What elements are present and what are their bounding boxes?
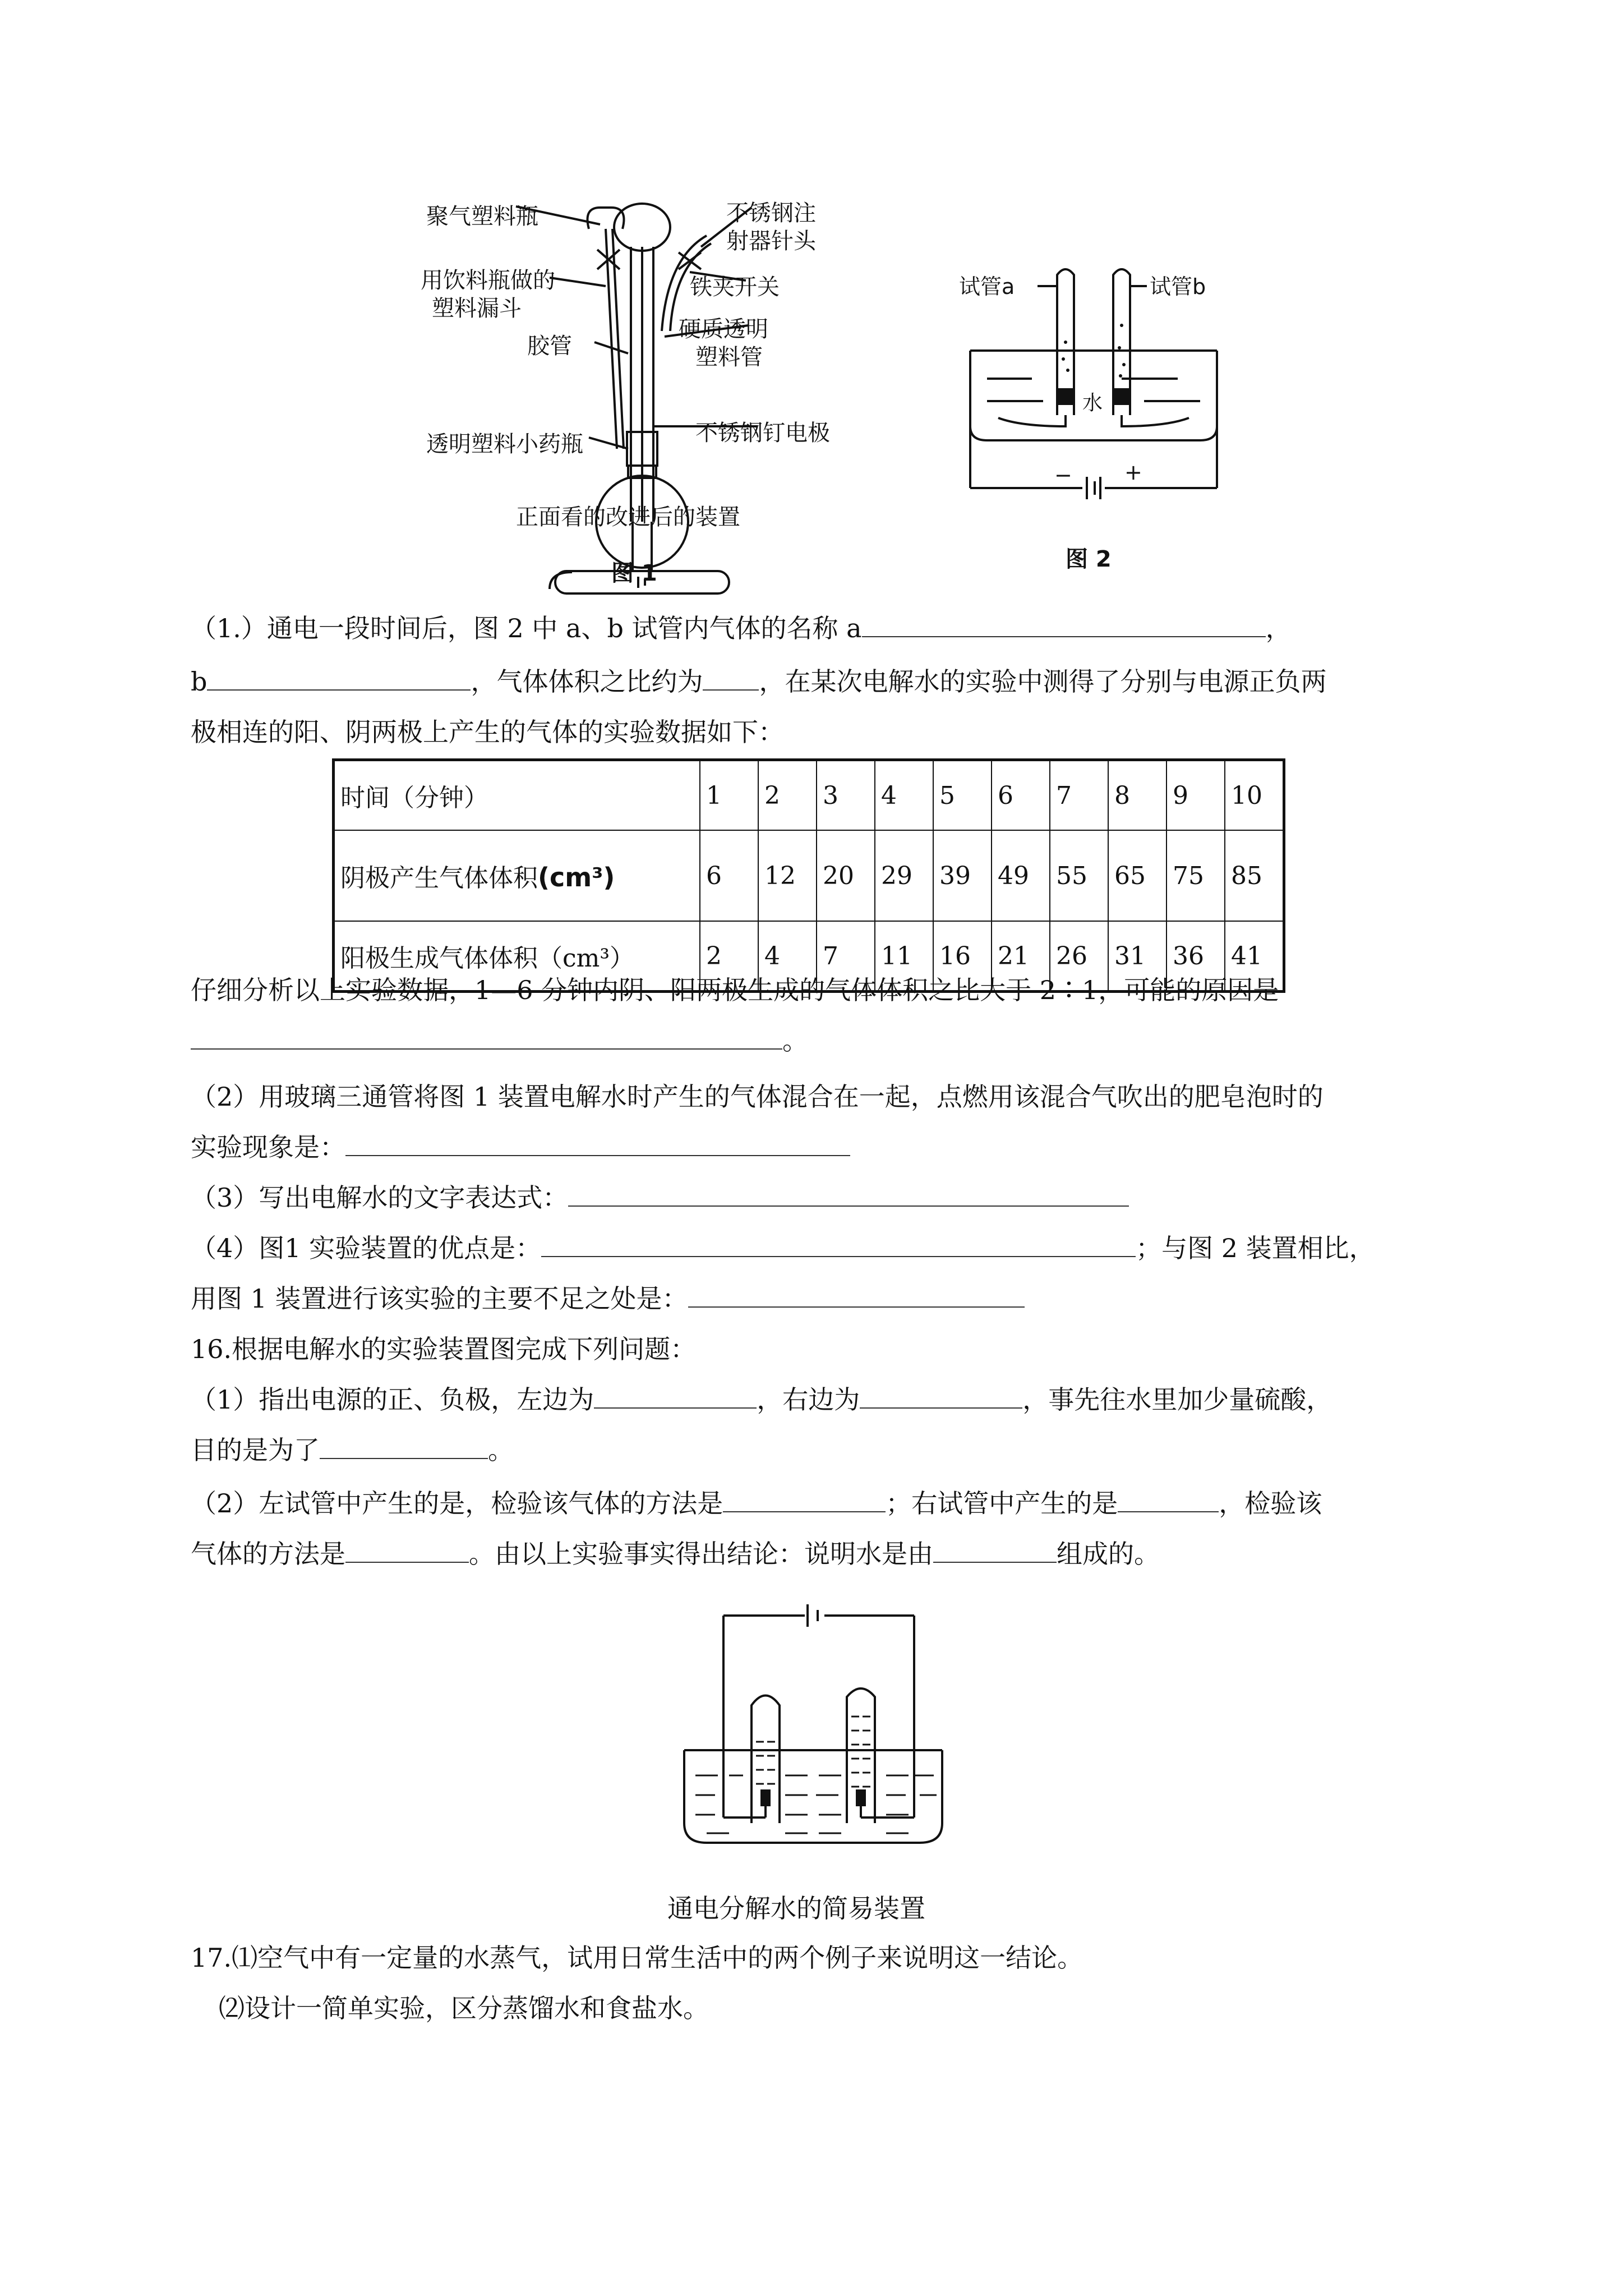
answer-blank-right-pole[interactable] xyxy=(860,1383,1022,1409)
label-funnel-2: 塑料漏斗 xyxy=(432,296,522,321)
label-needle-1: 不锈钢注 xyxy=(726,200,816,226)
q15-part2-line2: 实验现象是： xyxy=(191,1130,850,1164)
answer-blank-gas-a[interactable] xyxy=(862,611,1266,637)
answer-blank-shortcoming[interactable] xyxy=(688,1282,1025,1308)
answer-blank-volume-ratio[interactable] xyxy=(703,665,759,691)
q16-part1-line1: （1）指出电源的正、负极，左边为 ，右边为 ，事先往水里加少量硫酸， xyxy=(191,1383,1332,1416)
figure-3-caption: 通电分解水的简易装置 xyxy=(667,1893,925,1924)
table-header-time: 时间（分钟） xyxy=(334,760,700,831)
answer-blank-word-equation[interactable] xyxy=(568,1181,1129,1207)
answer-blank-left-test[interactable] xyxy=(723,1487,886,1512)
q15-part1-line3: 极相连的阳、阴两极上产生的气体的实验数据如下： xyxy=(191,717,784,747)
label-funnel-1: 用饮料瓶做的 xyxy=(421,268,555,293)
label-water: 水 xyxy=(1082,392,1103,415)
table-row: 时间（分钟） 1 2 3 4 5 6 7 8 9 10 xyxy=(334,760,1284,831)
q16-part2-line1: （2）左试管中产生的是，检验该气体的方法是 ；右试管中产生的是 ，检验该 xyxy=(191,1487,1322,1520)
q17-line2: ⑵设计一简单实验，区分蒸馏水和食盐水。 xyxy=(219,1993,709,2023)
q15-part4-line2: 用图 1 装置进行该实验的主要不足之处是： xyxy=(191,1282,1025,1315)
table-header-cathode: 阴极产生气体体积(cm³) xyxy=(334,830,700,921)
answer-blank-composition[interactable] xyxy=(933,1537,1057,1563)
figure-2-labels xyxy=(953,258,1245,505)
q15-part1-line1: （1.）通电一段时间后，图 2 中 a、b 试管内气体的名称 a ， xyxy=(191,611,1292,645)
figure-1-labels xyxy=(415,185,864,595)
figure-2-caption: 图 2 xyxy=(1066,546,1112,572)
label-needle-2: 射器针头 xyxy=(726,228,816,254)
label-minus: − xyxy=(1054,463,1072,487)
q15-analysis-line2: 。 xyxy=(191,1024,808,1057)
q16-title: 16.根据电解水的实验装置图完成下列问题： xyxy=(191,1334,697,1364)
label-electrode: 不锈钢钉电极 xyxy=(695,420,830,446)
figure-1-caption: 图 1 xyxy=(611,560,657,586)
q16-part1-line2: 目的是为了 。 xyxy=(191,1433,514,1467)
label-clamp: 铁夹开关 xyxy=(690,274,780,300)
label-tube-2: 塑料管 xyxy=(695,344,763,370)
label-bottle: 聚气塑料瓶 xyxy=(426,204,538,229)
figure-3-simple-electrolysis xyxy=(673,1593,953,1862)
electrolysis-data-table xyxy=(332,758,1285,993)
label-tube-1: 硬质透明 xyxy=(679,316,768,342)
table-row: 阳极生成气体体积（cm³） 2 4 7 11 16 21 26 31 36 41 xyxy=(334,921,1284,992)
answer-blank-right-test[interactable] xyxy=(345,1537,469,1563)
label-front-view: 正面看的改进后的装置 xyxy=(516,504,740,530)
label-hose: 胶管 xyxy=(527,333,572,359)
label-plus: + xyxy=(1124,460,1142,485)
q17-line1: 17.⑴空气中有一定量的水蒸气，试用日常生活中的两个例子来说明这一结论。 xyxy=(191,1943,1083,1973)
answer-blank-phenomenon[interactable] xyxy=(345,1130,850,1156)
q15-part4-line1: （4）图1 实验装置的优点是： ；与图 2 装置相比， xyxy=(191,1231,1375,1265)
q16-part2-line2: 气体的方法是 。由以上实验事实得出结论：说明水是由 组成的。 xyxy=(191,1537,1160,1571)
answer-blank-reason[interactable] xyxy=(191,1024,782,1050)
answer-blank-gas-b[interactable] xyxy=(207,665,471,691)
answer-blank-right-gas[interactable] xyxy=(1118,1487,1219,1512)
table-header-anode: 阳极生成气体体积（cm³） xyxy=(334,921,700,992)
answer-blank-left-pole[interactable] xyxy=(594,1383,757,1409)
answer-blank-purpose[interactable] xyxy=(320,1433,488,1459)
q15-part1-line2: b ，气体体积之比约为 ，在某次电解水的实验中测得了分别与电源正负两 xyxy=(191,665,1326,698)
q15-part3: （3）写出电解水的文字表达式： xyxy=(191,1181,1129,1214)
label-tube-a: 试管a xyxy=(959,274,1015,299)
table-row: 阴极产生气体体积(cm³) 6 12 20 29 39 49 55 65 75 85 xyxy=(334,830,1284,921)
label-vial: 透明塑料小药瓶 xyxy=(426,431,583,457)
q15-analysis-line1: 仔细分析以上实验数据，1—6 分钟内阴、阳两极生成的气体体积之比大于 2∶1，可能的原因是 xyxy=(191,975,1279,1005)
label-tube-b: 试管b xyxy=(1150,274,1206,299)
answer-blank-advantage[interactable] xyxy=(541,1231,1136,1257)
q15-part2-line1: （2）用玻璃三通管将图 1 装置电解水时产生的气体混合在一起，点燃用该混合气吹出的肥皂泡时的 xyxy=(191,1082,1324,1112)
